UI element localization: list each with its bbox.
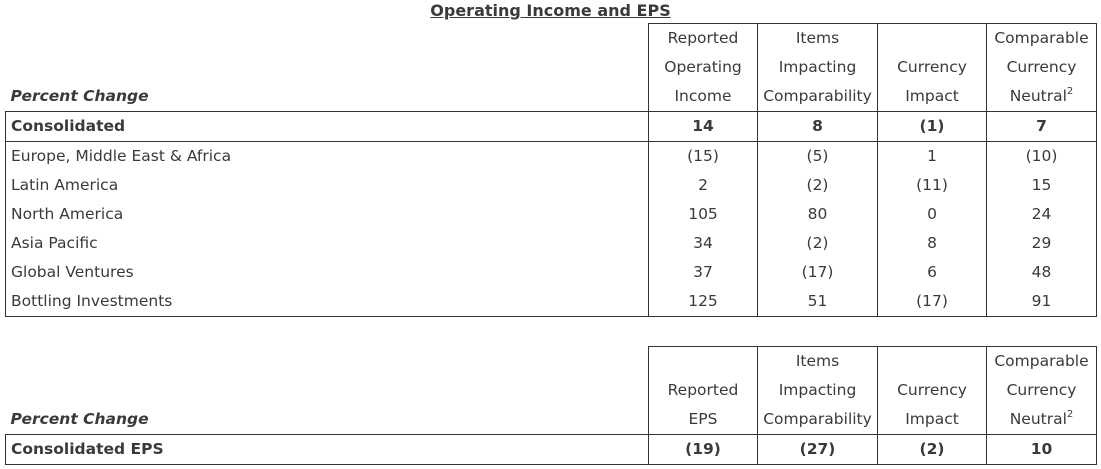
cell-value: 7 [987,112,1097,142]
col-header-line: Comparable [987,347,1097,377]
col-header-line [878,24,987,54]
cell-value: 14 [649,112,758,142]
cell-value: 48 [987,258,1097,287]
summary-row [6,435,1097,465]
cell-value: (27) [758,435,878,465]
col-header-line: Income [649,82,758,112]
cell-value: 2 [649,171,758,200]
col-header-line: Items [758,24,878,54]
col-header-line: Neutral$^2$ [987,82,1097,112]
cell-value: 34 [649,229,758,258]
cell-value: 1 [878,142,987,172]
col-header-line: Operating [649,53,758,82]
table-row [6,200,1097,229]
col-header-line [878,347,987,377]
header-row-1 [6,347,1097,377]
table-row [6,142,1097,172]
cell-value: (2) [758,229,878,258]
cell-value: 37 [649,258,758,287]
row-label: Consolidated [6,112,649,142]
col-header-line: Comparable [987,24,1097,54]
col-header-line: Currency [878,376,987,405]
cell-value: (10) [987,142,1097,172]
cell-value: 6 [878,258,987,287]
col-header-line: Reported [649,376,758,405]
table-row [6,287,1097,317]
header-row-2 [6,376,1097,405]
header-row-3 [6,82,1097,112]
table-row [6,171,1097,200]
col-header-line: Neutral$^2$ [987,405,1097,435]
col-header-line: Comparability [758,405,878,435]
row-label: Latin America [6,171,649,200]
cell-value: 0 [878,200,987,229]
col-header-line: Comparability [758,82,878,112]
cell-value: 125 [649,287,758,317]
col-header-line: Items [758,347,878,377]
cell-value: (19) [649,435,758,465]
cell-value: 80 [758,200,878,229]
footnote-marker: 2 [1066,408,1074,420]
cell-value: (17) [758,258,878,287]
cell-value: 8 [758,112,878,142]
cell-value: 51 [758,287,878,317]
col-header-line: Impacting [758,376,878,405]
table-row [6,229,1097,258]
header-row-1 [6,24,1097,54]
col-header-line: Currency [878,53,987,82]
cell-value: 91 [987,287,1097,317]
col-header-line: Impacting [758,53,878,82]
summary-row [6,112,1097,142]
cell-value: 24 [987,200,1097,229]
cell-value: (2) [758,171,878,200]
cell-value: (2) [878,435,987,465]
cell-value: 8 [878,229,987,258]
cell-value: (17) [878,287,987,317]
cell-value: (11) [878,171,987,200]
col-header-line: EPS [649,405,758,435]
report-title: Operating Income and EPS [430,1,671,20]
row-label: Europe, Middle East & Africa [6,142,649,172]
row-label: Consolidated EPS [6,435,649,465]
row-label: Asia Pacific [6,229,649,258]
row-label: Bottling Investments [6,287,649,317]
cell-value: (5) [758,142,878,172]
col-header-line: Currency [987,376,1097,405]
header-row-2 [6,53,1097,82]
row-label-header: Percent Change [10,410,149,428]
row-label: Global Ventures [6,258,649,287]
col-header-line [649,347,758,377]
cell-value: 105 [649,200,758,229]
footnote-marker: 2 [1066,85,1074,97]
table-row [6,258,1097,287]
row-label-header: Percent Change [10,87,149,105]
header-row-3 [6,405,1097,435]
cell-value: 10 [987,435,1097,465]
col-header-line: Impact [878,82,987,112]
operating-income-table [5,23,1097,317]
eps-table [5,346,1097,465]
cell-value: 15 [987,171,1097,200]
col-header-line: Impact [878,405,987,435]
col-header-line: Reported [649,24,758,54]
col-header-line: Currency [987,53,1097,82]
cell-value: 29 [987,229,1097,258]
row-label: North America [6,200,649,229]
cell-value: (15) [649,142,758,172]
cell-value: (1) [878,112,987,142]
